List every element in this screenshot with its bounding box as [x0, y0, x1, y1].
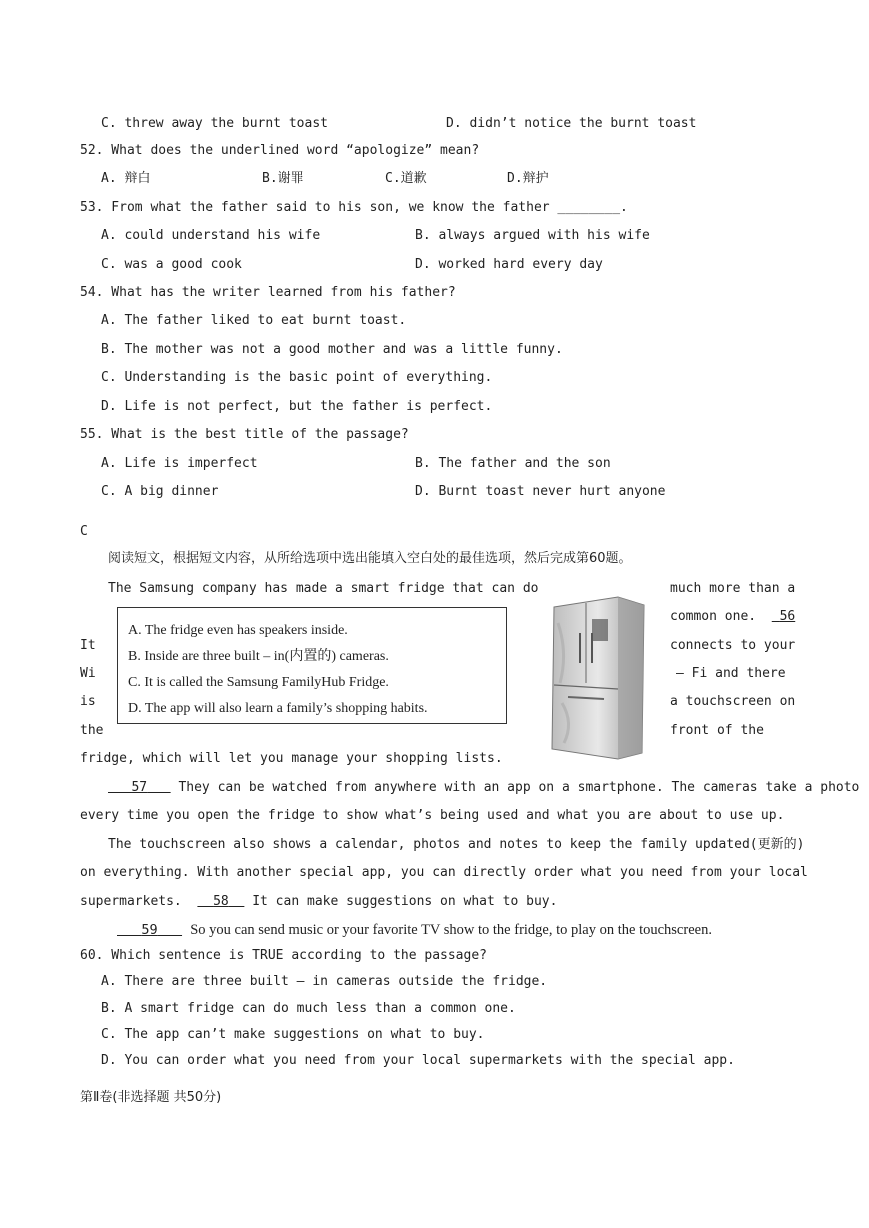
- q60-option-c: C. The app can’t make suggestions on what to buy.: [101, 1027, 485, 1042]
- q60-option-d: D. You can order what you need from your local supermarkets with the special app.: [101, 1053, 735, 1068]
- passage-line-1-left: The Samsung company has made a smart fridge that can do: [108, 581, 539, 596]
- blank-58[interactable]: 58: [213, 894, 229, 909]
- passage-line-4-right: – Fi and there: [676, 666, 786, 681]
- q52-stem: 52. What does the underlined word “apologize” mean?: [80, 143, 480, 158]
- blank-59[interactable]: 59: [141, 922, 158, 938]
- passage-line-1-right: much more than a: [670, 581, 796, 596]
- option-a: A. The fridge even has speakers inside.: [128, 623, 348, 638]
- q54-option-a: A. The father liked to eat burnt toast.: [101, 313, 407, 328]
- q52-option-b: B.谢罪: [262, 171, 304, 186]
- q53-option-a: A. could understand his wife: [101, 228, 321, 243]
- passage-line-3-left: It: [80, 638, 96, 653]
- fridge-image: [548, 593, 648, 761]
- passage-line-5-left: is: [80, 694, 96, 709]
- q52-option-d: D.辩护: [507, 171, 549, 186]
- q54-option-c: C. Understanding is the basic point of everything.: [101, 370, 493, 385]
- passage-p2-line-1: 57 They can be watched from anywhere with an app on a smartphone. The cameras take a photo: [108, 780, 859, 796]
- q53-option-d: D. worked hard every day: [415, 257, 603, 272]
- q55-option-c: C. A big dinner: [101, 484, 219, 499]
- q55-option-a: A. Life is imperfect: [101, 456, 258, 471]
- q51-option-d: D. didn’t notice the burnt toast: [446, 116, 697, 131]
- option-c: C. It is called the Samsung FamilyHub Fridge.: [128, 675, 389, 690]
- q60-stem: 60. Which sentence is TRUE according to the passage?: [80, 948, 487, 963]
- passage-line-6-right: front of the: [670, 723, 764, 738]
- passage-p3-line-1: The touchscreen also shows a calendar, photos and notes to keep the family updated(更新的): [108, 837, 805, 852]
- passage-line-4-left: Wi: [80, 666, 96, 681]
- q53-stem: 53. From what the father said to his son, we know the father ________.: [80, 200, 628, 215]
- blank-57[interactable]: 57: [131, 780, 148, 795]
- passage-p2-line-2: every time you open the fridge to show what’s being used and what you are about to use up.: [80, 808, 785, 823]
- q52-option-c: C.道歉: [385, 171, 427, 186]
- q55-option-b: B. The father and the son: [415, 456, 611, 471]
- q54-option-b: B. The mother was not a good mother and was a little funny.: [101, 342, 563, 357]
- passage-p3-line-2: on everything. With another special app, you can directly order what you need from your local: [80, 865, 808, 880]
- passage-p4-line-1: 59 So you can send music or your favorite TV show to the fridge, to play on the touchscreen.: [117, 922, 712, 938]
- passage-line-3-right: connects to your: [670, 638, 796, 653]
- option-d: D. The app will also learn a family’s shopping habits.: [128, 701, 428, 716]
- q60-option-b: B. A smart fridge can do much less than a common one.: [101, 1001, 516, 1016]
- part2-heading: 第Ⅱ卷(非选择题 共50分): [80, 1090, 222, 1105]
- section-c-label: C: [80, 524, 88, 539]
- q55-stem: 55. What is the best title of the passage?: [80, 427, 409, 442]
- q53-option-c: C. was a good cook: [101, 257, 242, 272]
- section-c-instruction: 阅读短文，根据短文内容，从所给选项中选出能填入空白处的最佳选项，然后完成第60题。: [108, 551, 632, 566]
- passage-line-2-right: common one. 56: [670, 609, 796, 624]
- blank-56[interactable]: 56: [779, 609, 796, 624]
- q54-option-d: D. Life is not perfect, but the father is perfect.: [101, 399, 493, 414]
- passage-line-6-left: the: [80, 723, 104, 738]
- passage-line-5-right: a touchscreen on: [670, 694, 796, 709]
- passage-p3-line-3: supermarkets. 58 It can make suggestions on what to buy.: [80, 894, 558, 909]
- q55-option-d: D. Burnt toast never hurt anyone: [415, 484, 666, 499]
- q60-option-a: A. There are three built – in cameras outside the fridge.: [101, 974, 548, 989]
- q52-option-a: A. 辩白: [101, 171, 151, 186]
- passage-line-7: fridge, which will let you manage your shopping lists.: [80, 751, 503, 766]
- option-b: B. Inside are three built – in(内置的) cameras.: [128, 649, 389, 664]
- options-box: [117, 607, 507, 724]
- q53-option-b: B. always argued with his wife: [415, 228, 650, 243]
- q51-option-c: C. threw away the burnt toast: [101, 116, 328, 131]
- q54-stem: 54. What has the writer learned from his father?: [80, 285, 456, 300]
